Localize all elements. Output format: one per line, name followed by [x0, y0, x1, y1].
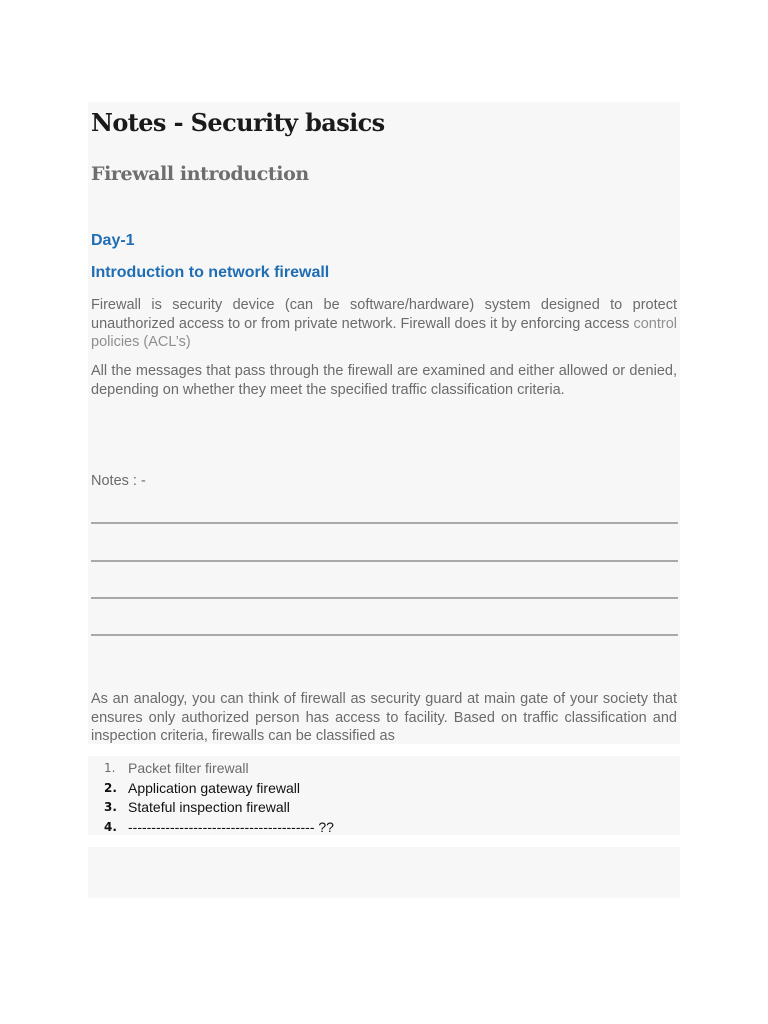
list-item-number: 1.	[104, 761, 116, 775]
note-line	[91, 634, 678, 636]
list-item-text: Packet filter firewall	[128, 760, 249, 776]
list-item	[96, 759, 334, 779]
firewall-types-list	[96, 759, 334, 837]
list-item-text: ---------------------------------------- ??	[128, 818, 334, 835]
list-item	[96, 798, 334, 818]
list-item-text: Stateful inspection firewall	[128, 799, 290, 815]
notes-label: Notes : -	[91, 473, 146, 489]
intro-paragraph-main: Firewall is security device (can be software/hardware) system designed to protect unauthorized access to or from private network. Firewall does it by enforcing access	[91, 297, 677, 332]
note-line	[91, 522, 678, 524]
note-line	[91, 560, 678, 562]
day-label: Day-1	[91, 232, 135, 249]
page-title: Notes - Security basics	[91, 108, 385, 137]
analogy-paragraph: As an analogy, you can think of firewall as security guard at main gate of your society that ensures only authorized person has access to facility. Based on traffic classification and inspection criteria, firewalls can be classified as	[91, 691, 677, 744]
list-item-number: 4.	[104, 819, 117, 834]
messages-paragraph: All the messages that pass through the firewall are examined and either allowed or denied, depending on whether they meet the specified traffic classification criteria.	[91, 363, 677, 398]
page-subtitle: Firewall introduction	[91, 163, 309, 185]
content-panel	[88, 102, 680, 744]
section-heading: Introduction to network firewall	[91, 264, 330, 281]
intro-paragraph-tail: control policies (ACL’s)	[91, 315, 677, 350]
empty-panel	[88, 847, 680, 898]
list-item	[96, 818, 334, 838]
list-item-text: Application gateway firewall	[128, 779, 300, 796]
list-item-number: 3.	[104, 800, 117, 814]
intro-paragraph	[91, 296, 677, 352]
list-item	[96, 779, 334, 799]
list-item-number: 2.	[104, 780, 117, 795]
note-line	[91, 597, 678, 599]
